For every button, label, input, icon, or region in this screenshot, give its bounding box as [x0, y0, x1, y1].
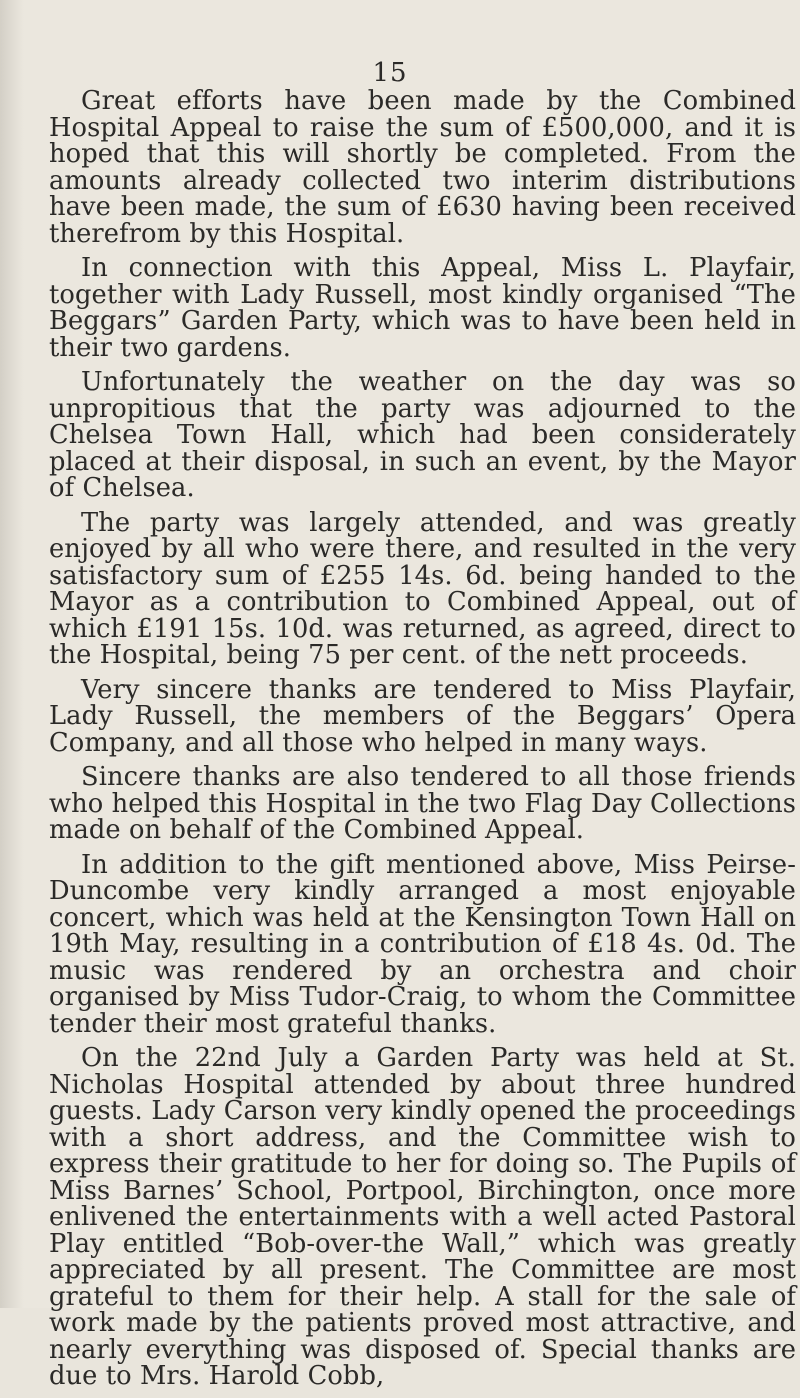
page-edge-shadow — [0, 0, 24, 1308]
document-body — [49, 88, 796, 1398]
paragraph-flag-day: Sincere thanks are also tendered to all those friends who helped this Hospital in the two Flag Day Collections made on behalf of the Combined Appeal. — [49, 762, 796, 845]
paragraph-beggars-garden-party: In connection with this Appeal, Miss L. Playfair, together with Lady Russell, most kindly organised “The Beggars” Garden Party, which was to have been held in their two gardens. — [49, 253, 796, 363]
paragraph-concert: In addition to the gift mentioned above, Miss Peirse-Duncombe very kindly arranged a most enjoyable concert, which was held at the Kensington Town Hall on 19th May, resulting in a contribution of £18 4s. 0d. The music was rendered by an orchestra and choir organised by Miss Tudor-Craig, to whom the Committee tender their most grateful thanks. — [49, 849, 796, 1039]
paragraph-appeal: Great efforts have been made by the Combined Hospital Appeal to raise the sum of £500,000, and it is hoped that this will shortly be completed. From the amounts already collected two interim distributions have been made, the sum of £630 having been received therefrom by this Hospital. — [49, 86, 796, 249]
paragraph-thanks-playfair: Very sincere thanks are tendered to Miss Playfair, Lady Russell, the members of the Beggars’ Opera Company, and all those who helped in many ways. — [49, 674, 796, 758]
page-number: 15 — [372, 58, 408, 88]
paragraph-weather: Unfortunately the weather on the day was so unpropitious that the party was adjourned to the Chelsea Town Hall, which had been considerately placed at their disposal, in such an event, by the Mayor of Chelsea. — [49, 367, 796, 503]
paragraph-st-nicholas-garden-party: On the 22nd July a Garden Party was held at St. Nicholas Hospital attended by about three hundred guests. Lady Carson very kindly opened the proceedings with a short address, and the Committee wish to express their gratitude to her for doing so. The Pupils of Miss Barnes’ School, Portpool, Birchington, once more enlivened the entertainments with a well acted Pastoral Play entitled “Bob-over-the Wall,” which was greatly appreciated by all present. The Committee are most grateful to them for their help. A stall for the sale of work made by the patients proved most attractive, and nearly everything was disposed of. Special thanks are due to Mrs. Harold Cobb, — [49, 1043, 796, 1391]
paragraph-proceeds: The party was largely attended, and was greatly enjoyed by all who were there, and resulted in the very satisfactory sum of £255 14s. 6d. being handed to the Mayor as a contribution to Combined Appeal, out of which £191 15s. 10d. was returned, as agreed, direct to the Hospital, being 75 per cent. of the nett proceeds. — [49, 507, 796, 670]
